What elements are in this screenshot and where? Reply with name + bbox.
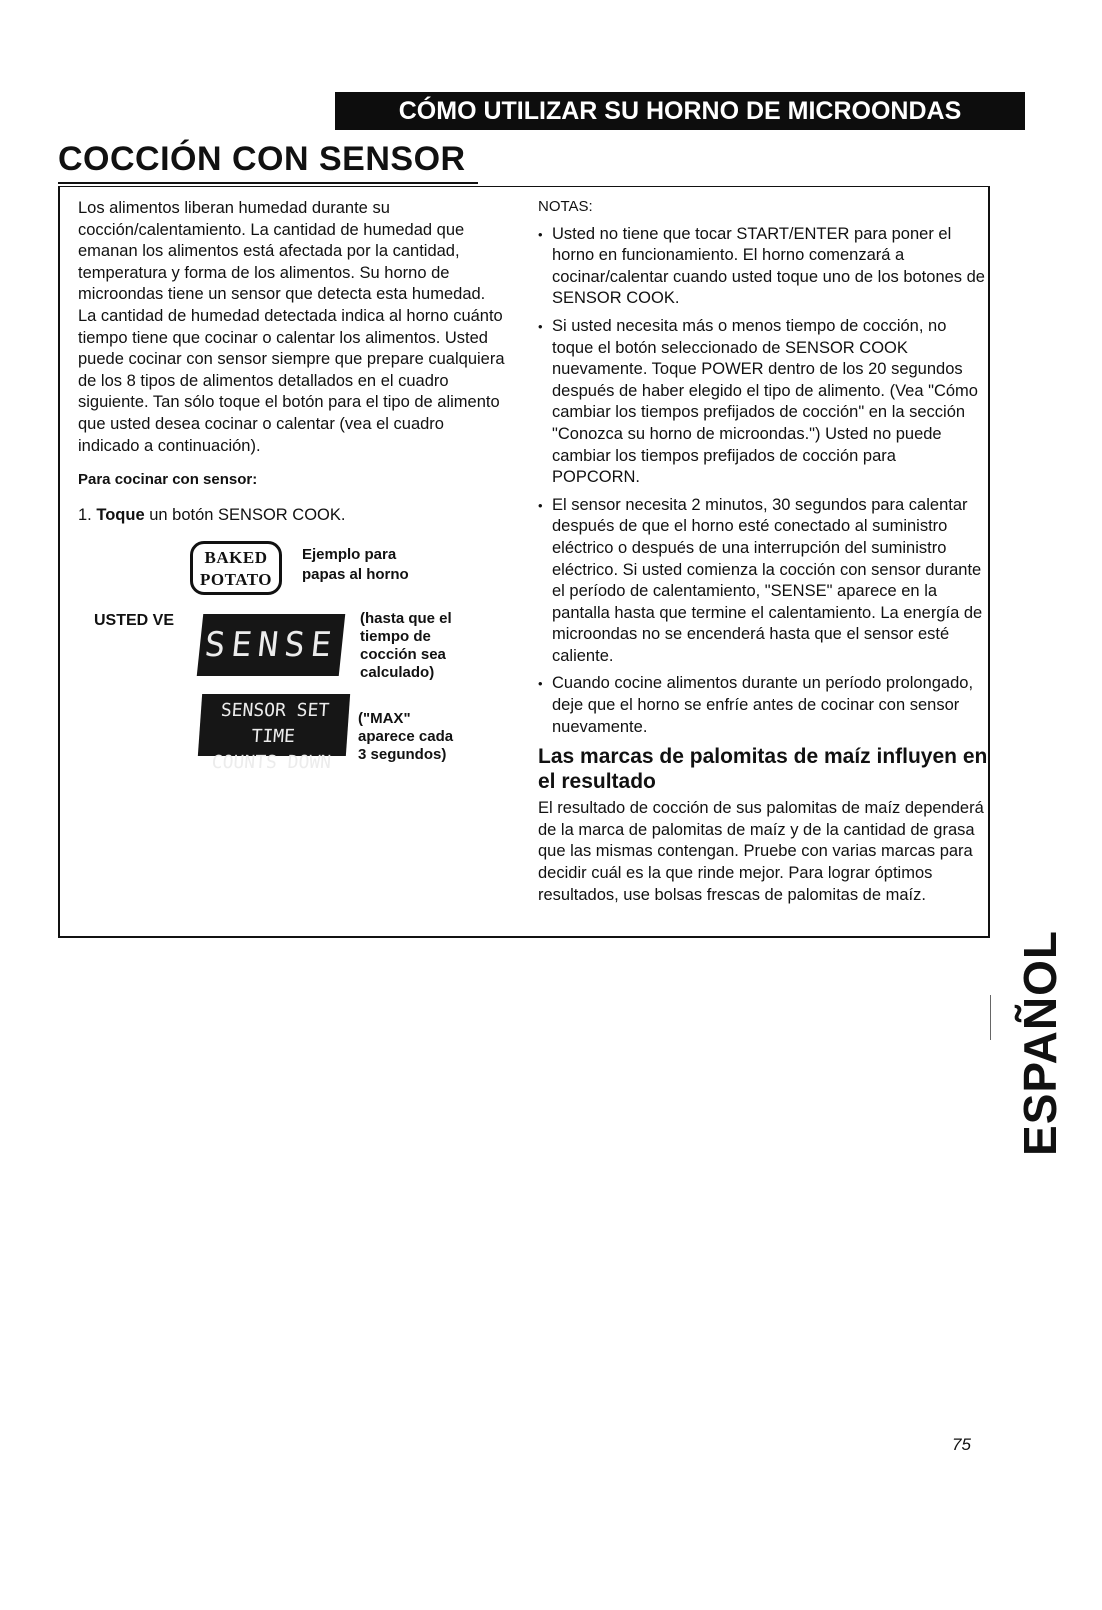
notes-label: NOTAS:: [538, 198, 593, 215]
popcorn-paragraph: El resultado de cocción de sus palomitas de maíz dependerá de la marca de palomitas de maíz y de la cantidad de grasa que las mismas contengan. Pruebe con varias marcas para decidir cuál es la que rinde mejor. Para lograr óptimos resultados, use bolsas frescas de palomitas de maíz.: [538, 799, 984, 904]
note-text: Usted no tiene que tocar START/ENTER para poner el horno en funcionamiento. El horno comenzará a cocinar/calentar cuando usted toque uno de los botones de SENSOR COOK.: [552, 224, 985, 308]
bullet-icon: •: [538, 318, 543, 334]
step-number: 1.: [78, 505, 92, 524]
display-sense-note: (hasta que el tiempo de cocción sea calculado): [360, 610, 452, 681]
bullet-icon: •: [538, 497, 543, 513]
example-line-1: Ejemplo para: [302, 546, 397, 563]
popcorn-subheading: Las marcas de palomitas de maíz influyen en el resultado: [538, 745, 988, 794]
side-divider: [990, 995, 991, 1040]
bullet-icon: •: [538, 226, 543, 242]
note-item: [538, 495, 988, 668]
display-countdown-note: ("MAX" aparece cada 3 segundos): [358, 710, 454, 763]
display-countdown-line-2: COUNTS DOWN: [211, 752, 332, 773]
button-line-1: BAKED: [204, 548, 268, 567]
step-1: [78, 505, 508, 527]
section-banner: CÓMO UTILIZAR SU HORNO DE MICROONDAS: [335, 92, 1025, 130]
display-countdown: [198, 694, 350, 773]
button-line-2: POTATO: [200, 570, 272, 589]
language-tab-label: ESPAÑOL: [1014, 930, 1066, 1156]
display-sense: SENSE: [197, 614, 346, 676]
example-caption: [302, 545, 462, 585]
intro-paragraph: Los alimentos liberan humedad durante su cocción/calentamiento. La cantidad de humedad que emanan los alimentos está afectada por la cantidad, temperatura y forma de los alimentos. Su horno de microondas tiene un sensor que detecta esta humedad. La cantidad de humedad detectada indica al horno cuánto tiempo tiene que cocinar o calentar los alimentos. Usted puede cocinar con sensor siempre que prepare cualquiera de los 8 tipos de alimentos detallados en el cuadro siguiente. Tan sólo toque el botón para el tipo de alimento que usted desea cocinar o calentar (vea el cuadro indicado a continuación).: [78, 199, 505, 455]
note-text: El sensor necesita 2 minutos, 30 segundos para calentar después de que el horno esté conectado al suministro eléctrico o después de una interrupción del suministro eléctrico. Si usted comienza la cocción con sensor durante el período de calentamiento, "SENSE" aparece en la pantalla hasta que termine el calentamiento. La energía de microondas no se encenderá hasta que el sensor esté caliente.: [552, 495, 983, 665]
page-number: 75: [952, 1435, 971, 1454]
note-item: [538, 316, 988, 489]
display-countdown-line-1: SENSOR SET TIME: [220, 700, 330, 747]
bullet-icon: •: [538, 676, 543, 692]
step-text: un botón SENSOR COOK.: [149, 505, 346, 524]
baked-potato-button: [190, 541, 282, 595]
you-see-label: USTED VE: [94, 612, 175, 629]
page-title: COCCIÓN CON SENSOR: [58, 140, 466, 178]
right-column: [538, 196, 988, 906]
note-text: Cuando cocine alimentos durante un período prolongado, deje que el horno se enfríe antes de cocinar con sensor nuevamente.: [552, 674, 974, 736]
note-text: Si usted necesita más o menos tiempo de cocción, no toque el botón seleccionado de SENSOR COOK nuevamente. Toque POWER dentro de los 20 segundos después de haber elegido el tipo de alimento. (Vea "Cómo cambiar los tiempos prefijados de cocción" en la sección "Conozca su horno de microondas.") Usted no puede cambiar los tiempos prefijados de cocción para POPCORN.: [552, 316, 978, 487]
note-item: [538, 224, 988, 310]
title-underline: [58, 182, 478, 184]
how-to-label: Para cocinar con sensor:: [78, 471, 258, 489]
example-line-2: papas al horno: [302, 566, 409, 583]
left-column: [78, 198, 508, 526]
note-item: [538, 673, 988, 738]
step-verb: Toque: [96, 505, 145, 524]
